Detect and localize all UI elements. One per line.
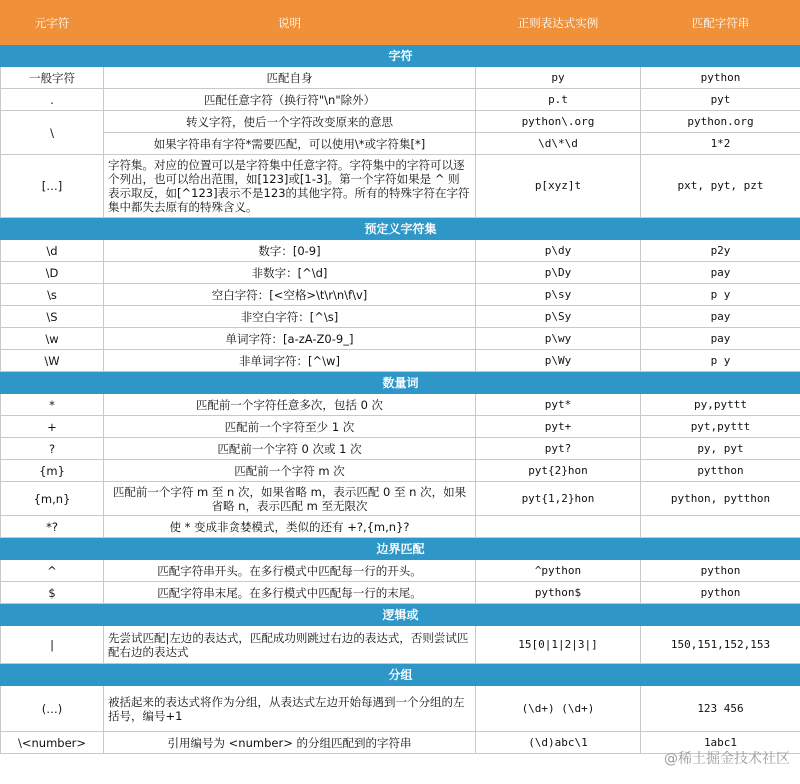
table-row [1,284,800,306]
cell-description: 匹配前一个字符任意多次，包括 0 次 [104,394,476,416]
section-title: 边界匹配 [1,538,800,560]
cell-match: python, pytthon [641,482,800,516]
cell-match: pxt, pyt, pzt [641,155,800,218]
section-row [1,218,800,240]
cell-metachar: \S [1,306,104,328]
cell-match: 1abc1 [641,732,800,754]
cell-metachar: \s [1,284,104,306]
cell-example: python\.org [476,111,641,133]
cell-match: pytthon [641,460,800,482]
cell-description: 匹配字符串开头。在多行模式中匹配每一行的开头。 [104,560,476,582]
cell-example: pyt{1,2}hon [476,482,641,516]
header-metachar: 元字符 [1,1,104,45]
cell-description: 非单词字符：[^\w] [104,350,476,372]
table-row [1,67,800,89]
cell-match: p2y [641,240,800,262]
table-row [1,133,800,155]
header-row [1,1,800,45]
section-title: 字符 [1,45,800,67]
cell-example: py [476,67,641,89]
table-row [1,350,800,372]
cell-match: python [641,560,800,582]
cell-description: 匹配自身 [104,67,476,89]
cell-match: py, pyt [641,438,800,460]
cell-description: 先尝试匹配|左边的表达式，匹配成功则跳过右边的表达式，否则尝试匹配右边的表达式 [104,626,476,664]
cell-example: pyt* [476,394,641,416]
table-row [1,240,800,262]
section-row [1,45,800,67]
cell-match: python [641,67,800,89]
cell-match: py,pyttt [641,394,800,416]
cell-match: pyt,pyttt [641,416,800,438]
cell-example: (\d)abc\1 [476,732,641,754]
cell-metachar: $ [1,582,104,604]
cell-match: 150,151,152,153 [641,626,800,664]
header-match: 匹配字符串 [641,1,800,45]
table-row [1,306,800,328]
cell-description: 匹配前一个字符 m 至 n 次，如果省略 m，表示匹配 0 至 n 次，如果省略 n，表示匹配 m 至无限次 [104,482,476,516]
cell-description: 匹配前一个字符 m 次 [104,460,476,482]
table-row [1,516,800,538]
cell-metachar: ^ [1,560,104,582]
section-row [1,604,800,626]
cell-metachar: (…) [1,686,104,732]
cell-match: 1*2 [641,133,800,155]
table-row [1,155,800,218]
cell-description: 匹配字符串末尾。在多行模式中匹配每一行的末尾。 [104,582,476,604]
cell-metachar: \W [1,350,104,372]
table-row [1,416,800,438]
cell-metachar: | [1,626,104,664]
table-row [1,560,800,582]
cell-example: p\Wy [476,350,641,372]
cell-description: 匹配前一个字符 0 次或 1 次 [104,438,476,460]
table-row [1,111,800,133]
cell-example: p\wy [476,328,641,350]
cell-match: python [641,582,800,604]
cell-metachar: {m} [1,460,104,482]
section-title: 分组 [1,664,800,686]
cell-description: 使 * 变成非贪婪模式，类似的还有 +?,{m,n}? [104,516,476,538]
cell-description: 非数字：[^\d] [104,262,476,284]
section-title: 数量词 [1,372,800,394]
cell-example: ^python [476,560,641,582]
table-row [1,482,800,516]
table-row [1,460,800,482]
cell-example: pyt? [476,438,641,460]
cell-description: 匹配任意字符（换行符"\n"除外） [104,89,476,111]
cell-match: p y [641,284,800,306]
cell-metachar: 一般字符 [1,67,104,89]
table-row [1,582,800,604]
table-row [1,89,800,111]
cell-example: p[xyz]t [476,155,641,218]
cell-description: 如果字符串有字符*需要匹配，可以使用\*或字符集[*] [104,133,476,155]
cell-metachar: {m,n} [1,482,104,516]
cell-metachar: + [1,416,104,438]
cell-match: pay [641,328,800,350]
cell-match: p y [641,350,800,372]
cell-example: p\Dy [476,262,641,284]
cell-example: python$ [476,582,641,604]
cell-metachar: . [1,89,104,111]
cell-description: 引用编号为 <number> 的分组匹配到的字符串 [104,732,476,754]
cell-metachar: * [1,394,104,416]
section-row [1,664,800,686]
cell-description: 数字：[0-9] [104,240,476,262]
cell-metachar: *? [1,516,104,538]
cell-metachar: \w [1,328,104,350]
cell-metachar: \d [1,240,104,262]
cell-example: (\d+) (\d+) [476,686,641,732]
table-row [1,686,800,732]
cell-description: 空白字符：[<空格>\t\r\n\f\v] [104,284,476,306]
cell-example: p\sy [476,284,641,306]
cell-metachar: […] [1,155,104,218]
table-row [1,262,800,284]
cell-match: pyt [641,89,800,111]
cell-example: p\dy [476,240,641,262]
cell-metachar: \D [1,262,104,284]
section-title: 逻辑或 [1,604,800,626]
table-row [1,394,800,416]
cell-metachar: \ [1,111,104,155]
section-row [1,372,800,394]
cell-metachar: ? [1,438,104,460]
cell-match: pay [641,306,800,328]
cell-description: 非空白字符：[^\s] [104,306,476,328]
cell-example: p.t [476,89,641,111]
cell-example: \d\*\d [476,133,641,155]
cell-example: 15[0|1|2|3|] [476,626,641,664]
cell-description: 匹配前一个字符至少 1 次 [104,416,476,438]
cell-match: python.org [641,111,800,133]
cell-description: 被括起来的表达式将作为分组，从表达式左边开始每遇到一个分组的左括号，编号+1 [104,686,476,732]
section-row [1,538,800,560]
cell-match [641,516,800,538]
watermark: @稀土掘金技术社区 [664,751,790,767]
cell-match: 123 456 [641,686,800,732]
cell-description: 单词字符：[a-zA-Z0-9_] [104,328,476,350]
cell-match: pay [641,262,800,284]
header-example: 正则表达式实例 [476,1,641,45]
table-row [1,438,800,460]
table-row [1,626,800,664]
cell-description: 转义字符，使后一个字符改变原来的意思 [104,111,476,133]
cell-example: pyt+ [476,416,641,438]
header-description: 说明 [104,1,476,45]
cell-description: 字符集。对应的位置可以是字符集中任意字符。字符集中的字符可以逐个列出，也可以给出范围，如[123]或[1-3]。第一个字符如果是 ^ 则表示取反，如[^123]表示不是123的其他字符。所有的特殊字符在字符集中都失去原有的特殊含义。 [104,155,476,218]
cell-example [476,516,641,538]
section-title: 预定义字符集 [1,218,800,240]
cell-example: pyt{2}hon [476,460,641,482]
table-row [1,328,800,350]
cell-example: p\Sy [476,306,641,328]
cell-metachar: \<number> [1,732,104,754]
